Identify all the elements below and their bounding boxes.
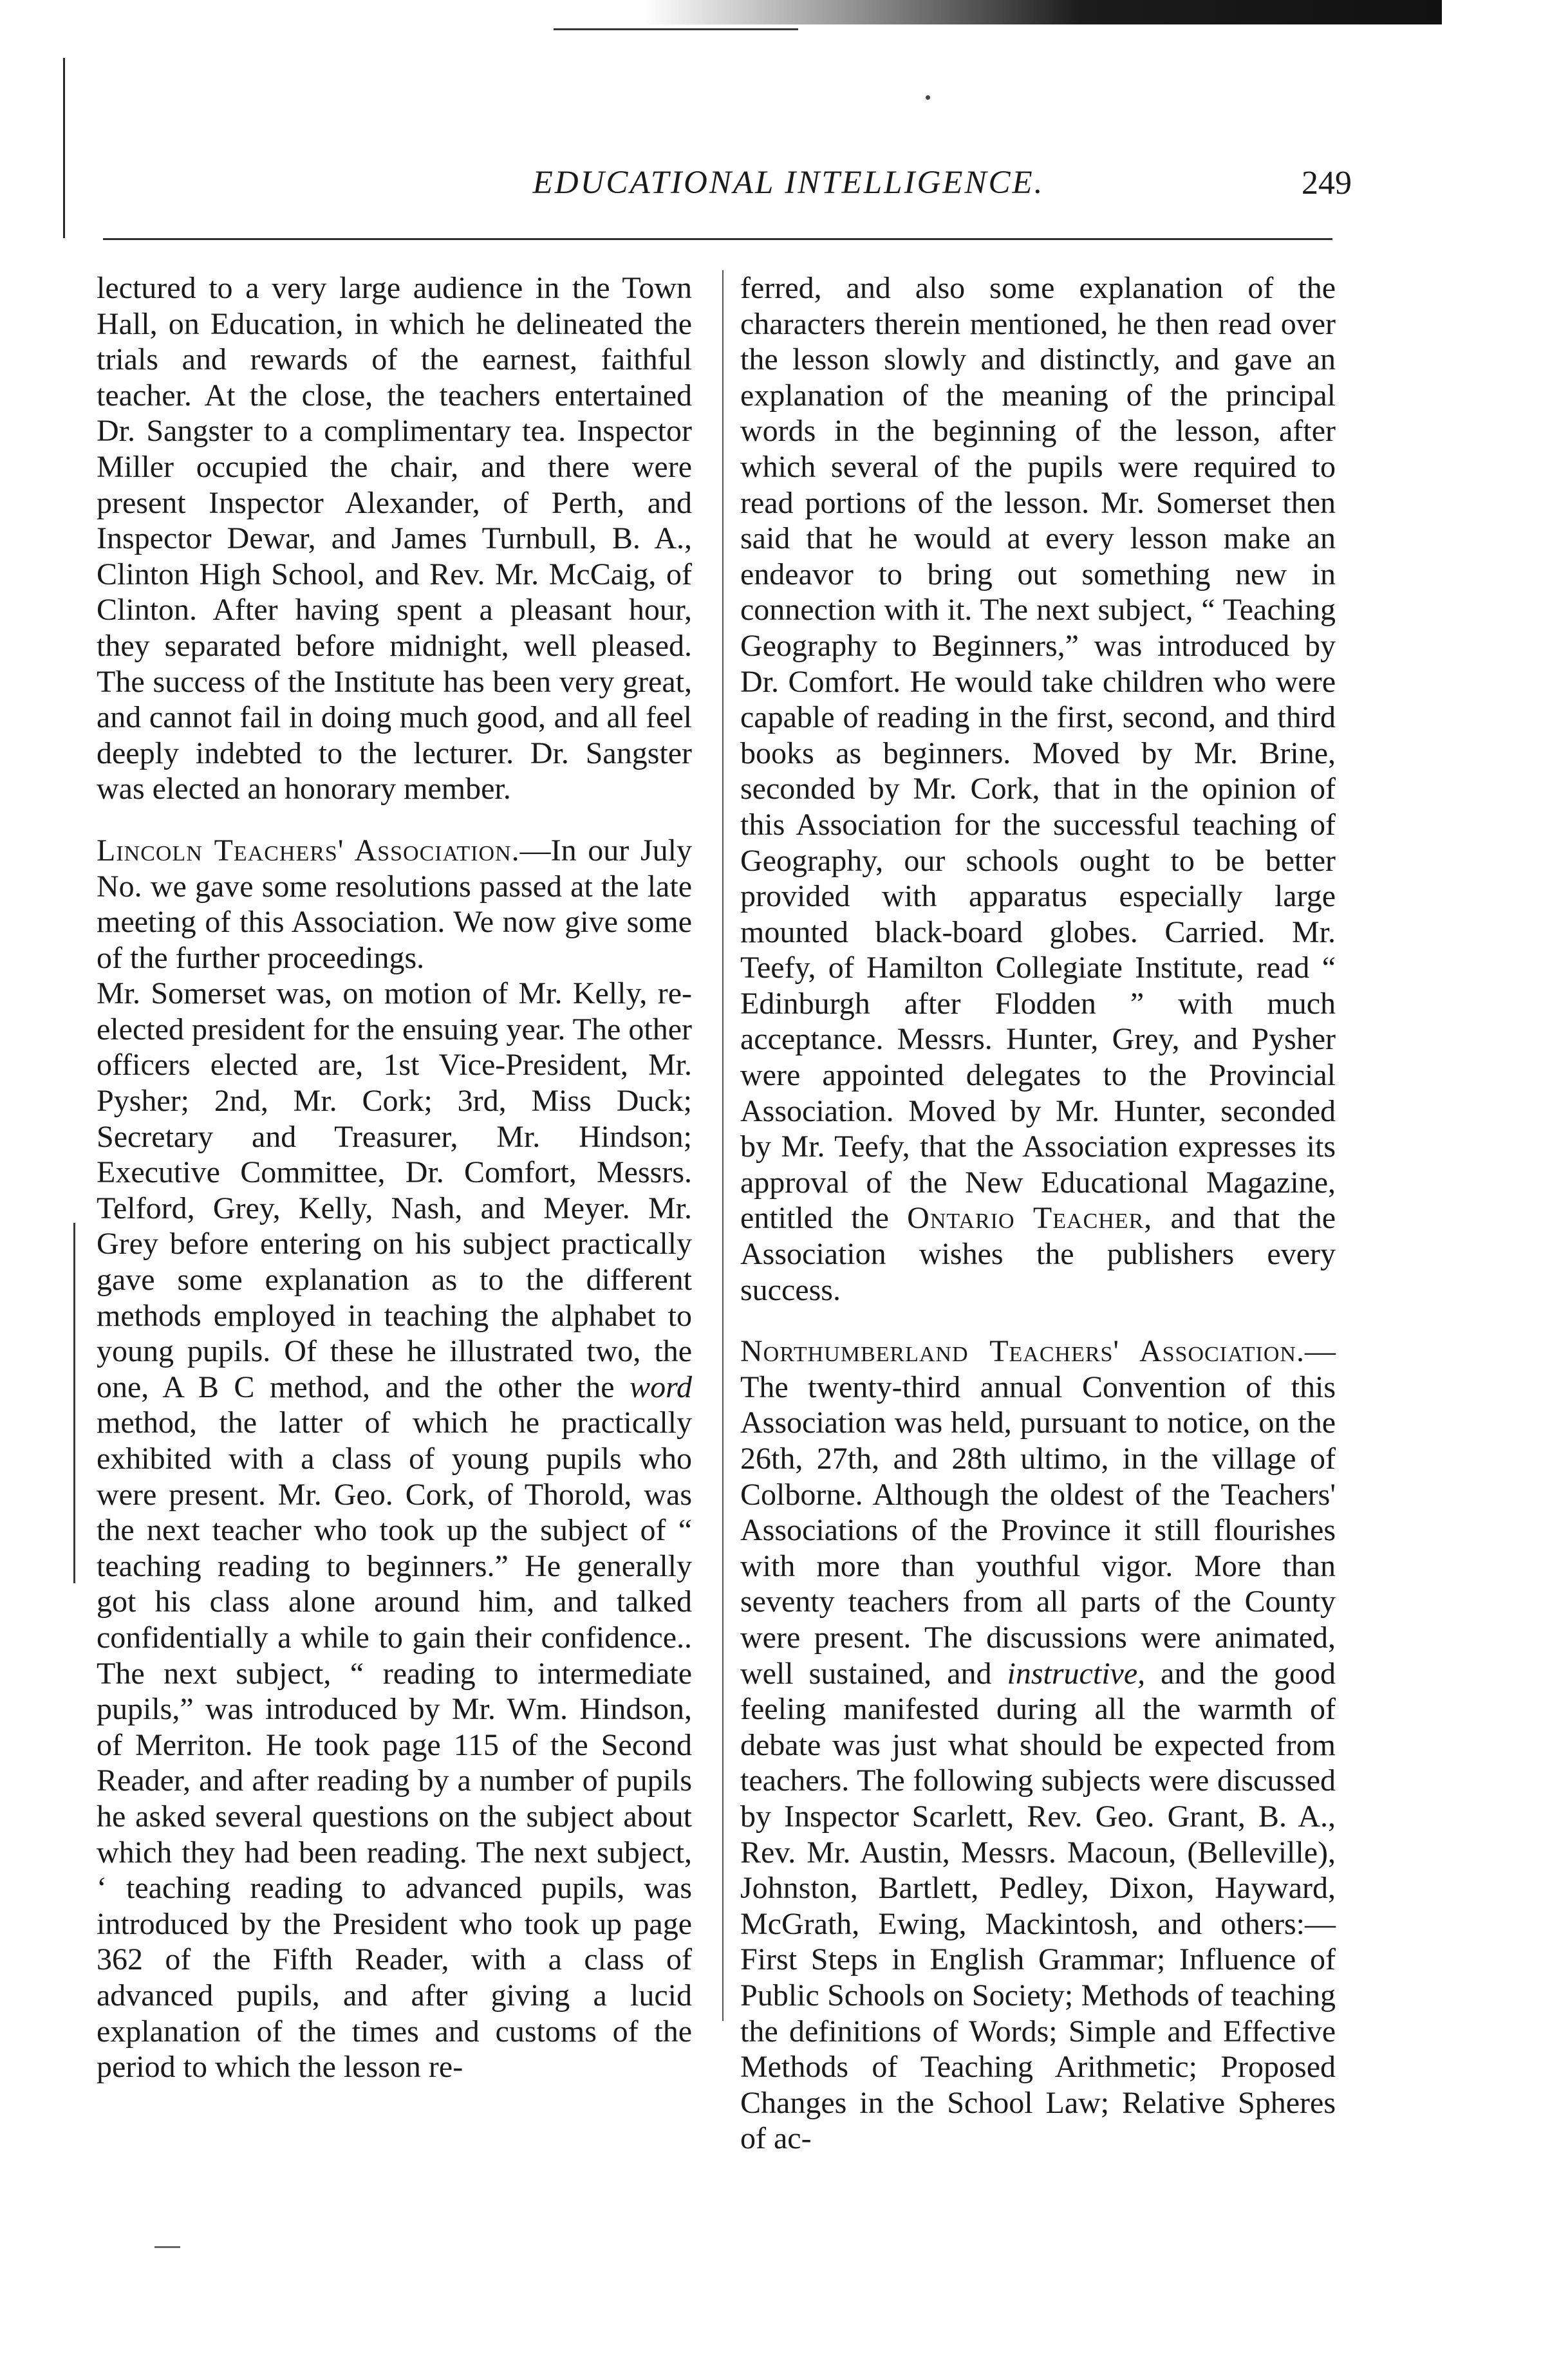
- page-number: 249: [1302, 165, 1352, 201]
- section-heading: Lincoln Teachers' Association.: [97, 833, 520, 868]
- paragraph-text: Mr. Somerset was, on motion of Mr. Kelly, re-elected president for the ensuing year. The other officers elected are, 1st Vice-President, Mr. Pysher; 2nd, Mr. Cork; 3rd, Miss Duck; Secretary and Treasurer, Mr. Hindson; Executive Committee, Dr. Comfort, Messrs. Telford, Grey, Kelly, Nash, and Meyer. Mr. Grey before entering on his subject practically gave some explanation as to the different methods employed in teaching the alphabet to young pupils. Of these he illustrated two, the one, A B C method, and the other the: [97, 976, 692, 1404]
- paragraph-text: and that the Association wishes the publishers every success.: [740, 1201, 1336, 1307]
- header-rule: [103, 238, 1332, 240]
- paragraph-text: ferred, and also some explanation of the characters therein mentioned, he then read over the lesson slowly and distinctly, and gave an explanation of the meaning of the principal words in the beginning of the lesson, after which several of the pupils were required to read portions of the lesson. Mr. Somerset then said that he would at every lesson make an endeavor to bring out something new in connection with it. The next subject, “ Teaching Geography to Beginners,” was introduced by Dr. Comfort. He would take children who were capable of reading in the first, second, and third books as beginners. Moved by Mr. Brine, seconded by Mr. Cork, that in the opinion of this Association for the successful teaching of Geography, our schools ought to be better provided with apparatus especially large mounted black-board globes. Carried. Mr. Teefy, of Hamilton Collegiate Institute, read “ Edinburgh after Flodden ” with much acceptance. Messrs. Hunter, Grey, and Pysher were appointed delegates to the Provincial Association. Moved by Mr. Hunter, seconded by Mr. Teefy, that the Association expresses its approval of the New Educational Magazine, entitled the: [740, 271, 1336, 1236]
- page-title: EDUCATIONAL INTELLIGENCE.: [532, 165, 1045, 201]
- italic-text: instructive,: [1007, 1656, 1146, 1691]
- scan-margin-mark: [73, 1223, 75, 1583]
- paragraph-text: and the good feeling manifested during all the warmth of debate was just what should be expected from teachers. The following subjects were discussed by Inspector Scarlett, Rev. Geo. Grant, B. A., Rev. Mr. Austin, Messrs. Macoun, (Belleville), Johnston, Bartlett, Pedley, Dixon, Hayward, McGrath, Ewing, Mackintosh, and others:—First Steps in English Grammar; Influence of Public Schools on Society; Methods of teaching the definitions of Words; Simple and Effective Methods of Teaching Arithmetic; Proposed Changes in the School Law; Relative Spheres of ac-: [740, 1656, 1336, 2156]
- small-caps-text: Ontario Teacher,: [907, 1201, 1153, 1236]
- scan-margin-mark: [63, 58, 65, 238]
- paragraph: [740, 270, 1336, 1308]
- paragraph: [97, 976, 692, 2085]
- paragraph-text: —The twenty-third annual Convention of this Association was held, pursuant to notice, on the 26th, 27th, and 28th ultimo, in the village of Colborne. Although the oldest of the Teachers' Associations of the Province it still flourishes with more than youthful vigor. More than seventy teachers from all parts of the County were present. The discussions were animated, well sustained, and: [740, 1334, 1336, 1691]
- paragraph: [97, 833, 692, 976]
- paragraph-text: lectured to a very large audience in the Town Hall, on Education, in which he delineated the trials and rewards of the earnest, faithful teacher. At the close, the teachers entertained Dr. Sangster to a complimentary tea. Inspector Miller occupied the chair, and there were present Inspector Alexander, of Perth, and Inspector Dewar, and James Turnbull, B. A., Clinton High School, and Rev. Mr. McCaig, of Clinton. After having spent a pleasant hour, they separated before midnight, well pleased. The success of the Institute has been very great, and cannot fail in doing much good, and all feel deeply indebted to the lecturer. Dr. Sangster was elected an honorary member.: [97, 271, 692, 806]
- running-head: [97, 164, 1358, 216]
- paragraph: [97, 270, 692, 807]
- paragraph-text: method, the latter of which he practically exhibited with a class of young pupils who were present. Mr. Geo. Cork, of Thorold, was the next teacher who took up the subject of “ teaching reading to beginners.” He generally got his class alone around him, and talked confidentially a while to gain their confidence.. The next subject, “ reading to intermediate pupils,” was introduced by Mr. Wm. Hindson, of Merriton. He took page 115 of the Second Reader, and after reading by a number of pupils he asked several questions on the subject about which they had been reading. The next subject, ‘ teaching reading to advanced pupils, was introduced by the President who took up page 362 of the Fifth Reader, with a class of advanced pupils, and after giving a lucid explanation of the times and customs of the period to which the lesson re-: [97, 1406, 692, 2085]
- scan-speck: [154, 2246, 180, 2248]
- paragraph: [740, 1334, 1336, 2157]
- scan-artifact-rule: [554, 28, 798, 30]
- section-heading: Northumberland Teachers' Association.: [740, 1334, 1305, 1369]
- paragraph-text: —In our July No. we gave some resolutions passed at the late meeting of this Association. We now give some of the further proceedings.: [97, 833, 692, 975]
- scan-artifact-bar: [644, 0, 1442, 24]
- left-column: [97, 270, 692, 2085]
- right-column: [740, 270, 1336, 2157]
- scan-speck: [926, 95, 930, 100]
- column-divider: [722, 270, 724, 2021]
- italic-text: word: [630, 1370, 693, 1404]
